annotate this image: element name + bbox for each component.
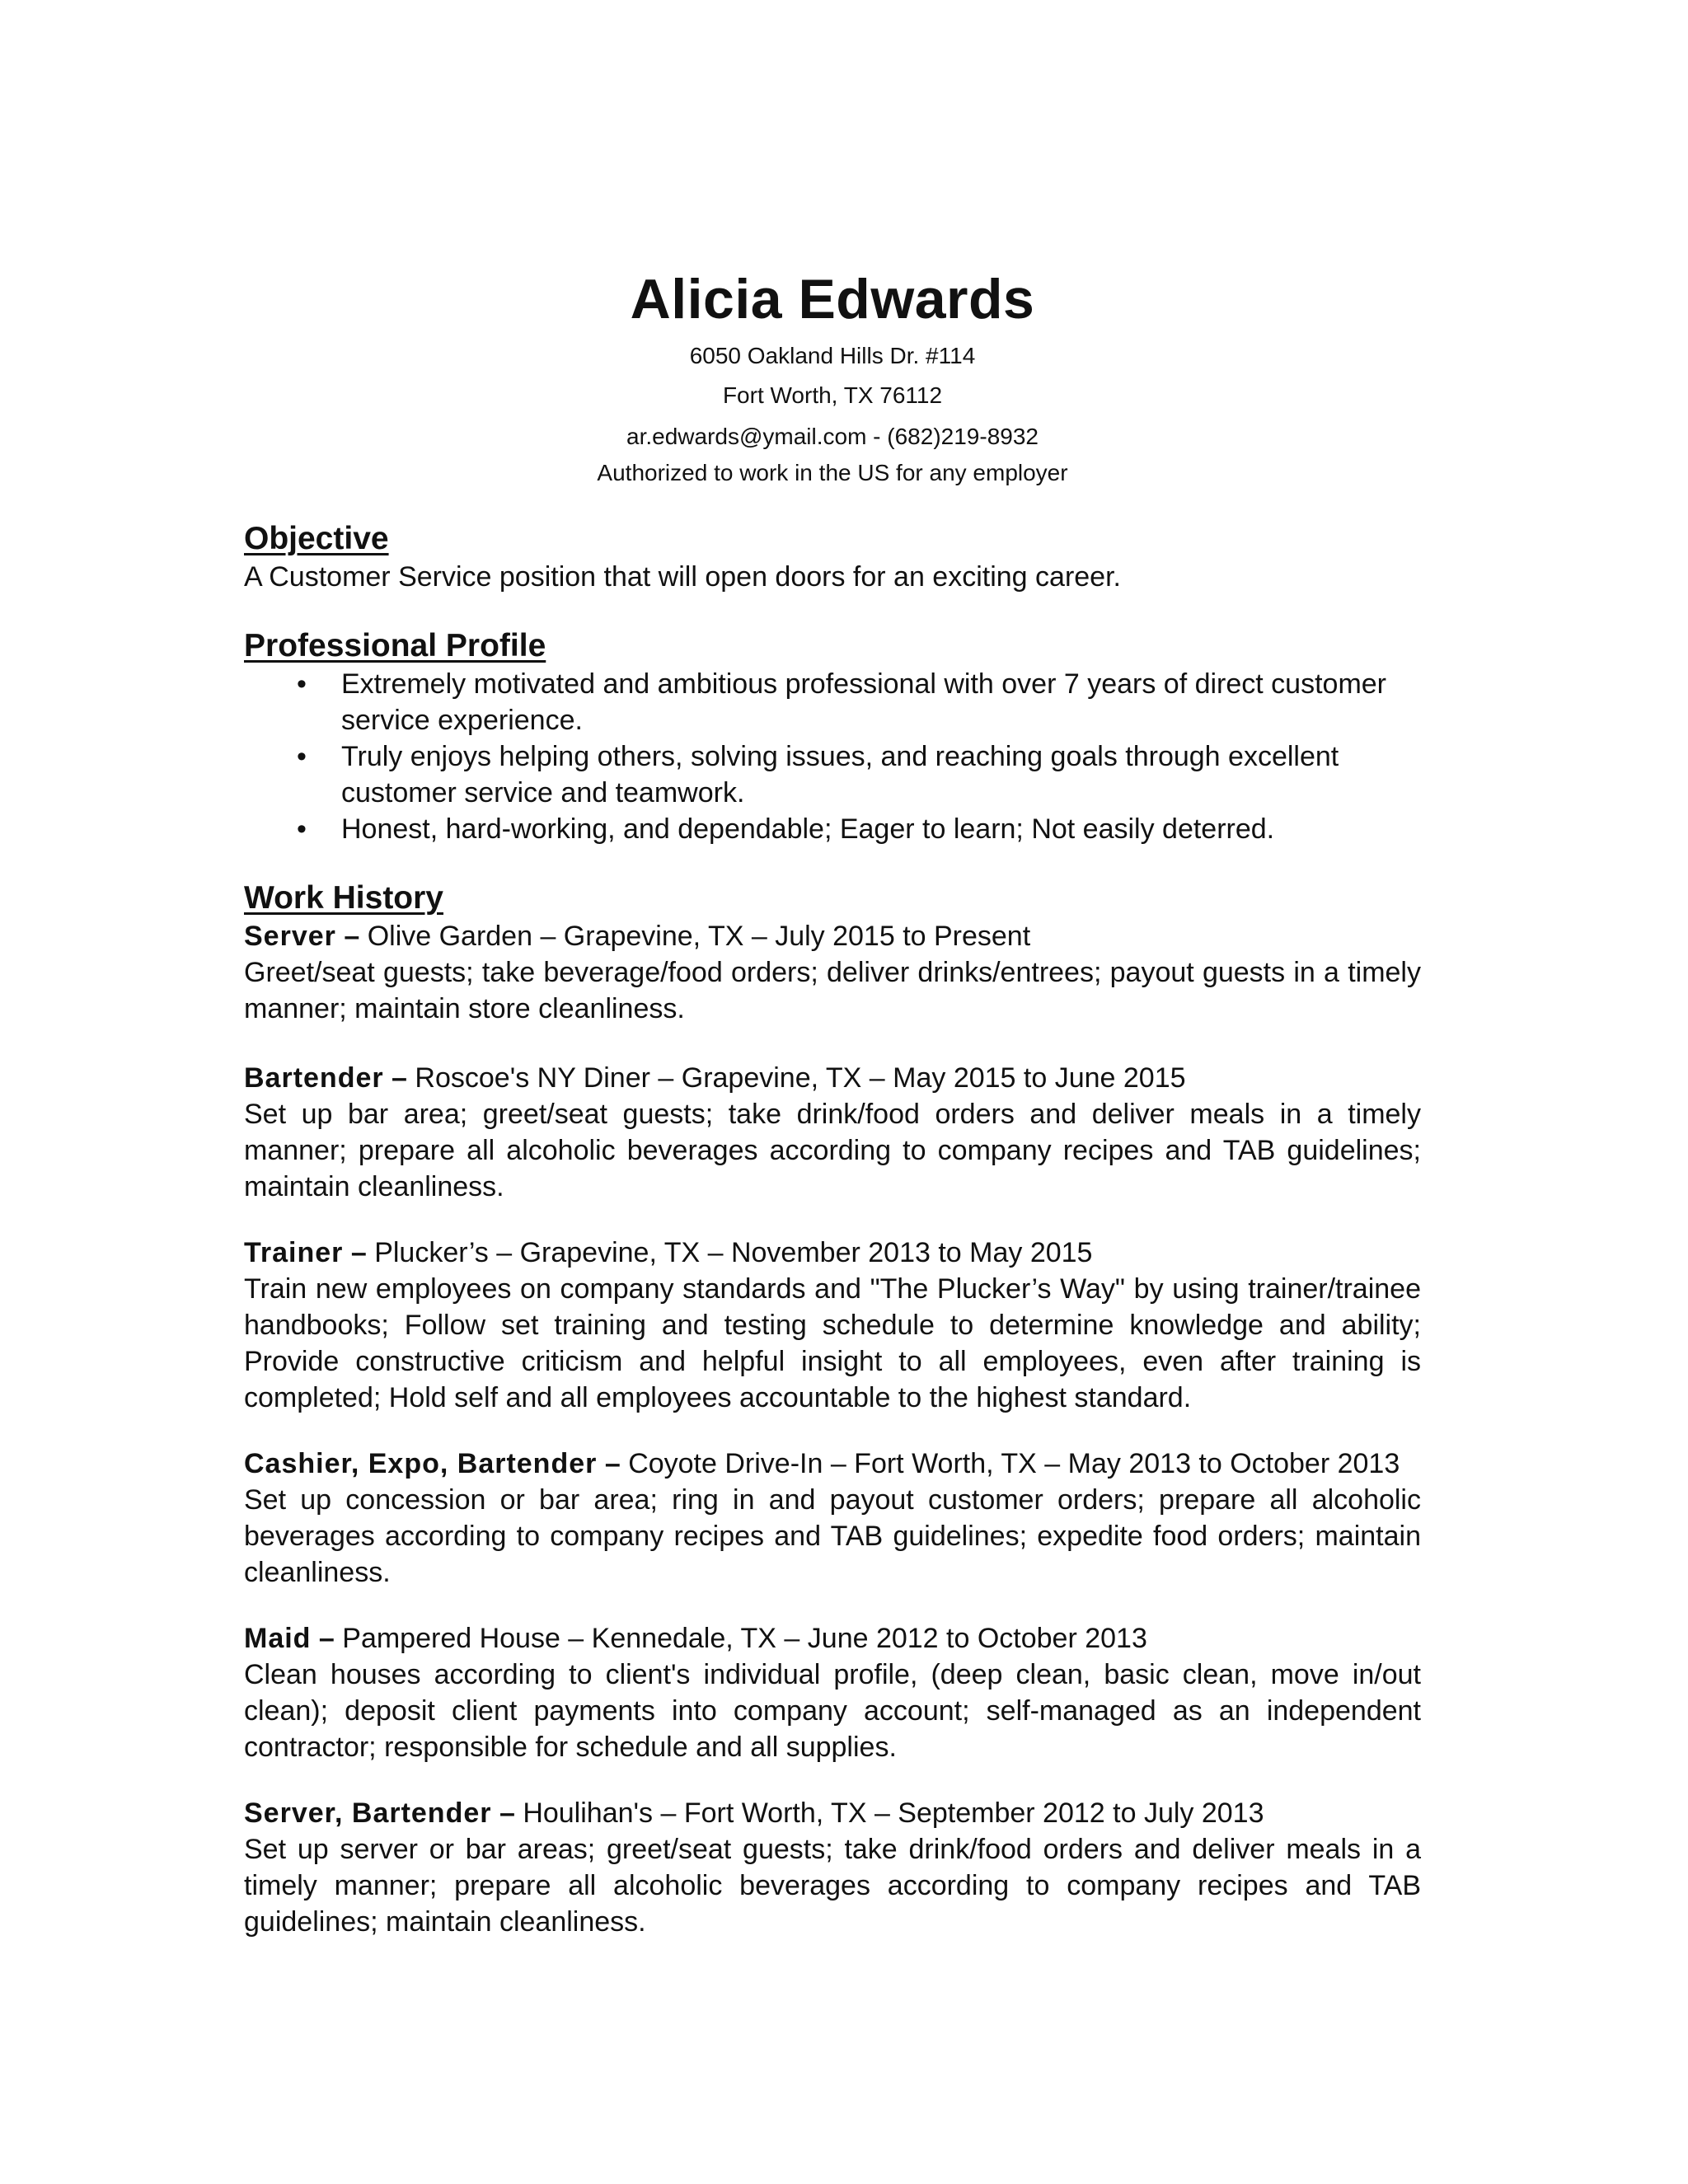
profile-item-text: Extremely motivated and ambitious professional with over 7 years of direct customer service experience. [341, 668, 1386, 736]
bullet-icon: • [297, 668, 307, 700]
job-title: Maid [244, 1623, 312, 1654]
profile-heading: Professional Profile [244, 628, 546, 663]
job-entry [244, 1795, 1421, 1940]
job-title: Bartender [244, 1062, 384, 1094]
list-item [244, 738, 1421, 811]
job-details: Houlihan's – Fort Worth, TX – September 2012 to July 2013 [523, 1797, 1264, 1829]
job-title: Cashier, Expo, Bartender [244, 1448, 598, 1479]
job-description: Set up bar area; greet/seat guests; take drink/food orders and deliver meals in a timely manner; prepare all alcoholic beverages according to company recipes and TAB guidelines; maintain cleanliness. [244, 1099, 1421, 1202]
profile-item-text: Honest, hard-working, and dependable; Eager to learn; Not easily deterred. [341, 813, 1275, 845]
job-details: Plucker’s – Grapevine, TX – November 2013 to May 2015 [374, 1237, 1093, 1268]
objective-text: A Customer Service position that will open doors for an exciting career. [244, 561, 1121, 593]
resume-body [244, 519, 1421, 1971]
job-title: Trainer [244, 1237, 344, 1268]
job-title-separator: – [383, 1062, 415, 1094]
job-details: Pampered House – Kennedale, TX – June 2012 to October 2013 [342, 1623, 1147, 1654]
job-header [244, 1060, 1421, 1096]
job-entry [244, 1060, 1421, 1205]
job-title-separator: – [335, 921, 368, 952]
job-entry [244, 918, 1421, 1027]
profile-item-text: Truly enjoys helping others, solving issues, and reaching goals through excellent customer service and teamwork. [341, 741, 1339, 808]
profile-list [244, 666, 1421, 847]
job-details: Roscoe's NY Diner – Grapevine, TX – May 2015 to June 2015 [415, 1062, 1186, 1094]
email-phone: ar.edwards@ymail.com - (682)219-8932 [626, 424, 1039, 449]
job-title-separator: – [491, 1797, 523, 1829]
job-header [244, 1446, 1421, 1482]
list-item [244, 666, 1421, 738]
objective-heading: Objective [244, 521, 389, 556]
job-title-separator: – [597, 1448, 629, 1479]
address-line-2: Fort Worth, TX 76112 [722, 382, 943, 408]
job-header [244, 918, 1421, 954]
job-description: Set up concession or bar area; ring in and payout customer orders; prepare all alcoholic beverages according to company recipes and TAB guidelines; expedite food orders; maintain cleanliness. [244, 1484, 1421, 1588]
job-description: Train new employees on company standards and "The Plucker’s Way" by using trainer/trainee handbooks; Follow set training and testing schedule to determine knowledge and ability; Provide constructive criticism and helpful insight to all employees, even after training is completed; Hold self and all employees accountable to the highest standard. [244, 1273, 1421, 1413]
job-description: Set up server or bar areas; greet/seat guests; take drink/food orders and deliver meals in a timely manner; prepare all alcoholic beverages according to company recipes and TAB guidelines; maintain cleanliness. [244, 1834, 1421, 1938]
objective-section [244, 519, 1421, 595]
work-history-section [244, 879, 1421, 1940]
address-line-1: 6050 Oakland Hills Dr. #114 [689, 343, 976, 368]
job-details: Coyote Drive-In – Fort Worth, TX – May 2013 to October 2013 [628, 1448, 1400, 1479]
bullet-icon: • [297, 813, 307, 845]
job-title-separator: – [311, 1623, 343, 1654]
work-history-heading: Work History [244, 880, 443, 916]
work-authorization: Authorized to work in the US for any employer [597, 460, 1068, 485]
job-details: Olive Garden – Grapevine, TX – July 2015 to Present [367, 921, 1031, 952]
job-header [244, 1795, 1421, 1831]
list-item [244, 811, 1421, 847]
job-entry [244, 1235, 1421, 1416]
job-header [244, 1620, 1421, 1657]
job-entry [244, 1446, 1421, 1591]
job-description: Greet/seat guests; take beverage/food orders; deliver drinks/entrees; payout guests in a timely manner; maintain store cleanliness. [244, 957, 1421, 1024]
resume-header [0, 262, 1665, 491]
bullet-icon: • [297, 741, 307, 772]
job-entry [244, 1620, 1421, 1765]
profile-section [244, 626, 1421, 847]
job-header [244, 1235, 1421, 1271]
job-title: Server, Bartender [244, 1797, 492, 1829]
job-description: Clean houses according to client's individual profile, (deep clean, basic clean, move in/out clean); deposit client payments into company account; self-managed as an independent contractor; responsible for schedule and all supplies. [244, 1659, 1421, 1763]
candidate-name: Alicia Edwards [630, 268, 1035, 330]
job-title-separator: – [343, 1237, 375, 1268]
job-title: Server [244, 921, 336, 952]
